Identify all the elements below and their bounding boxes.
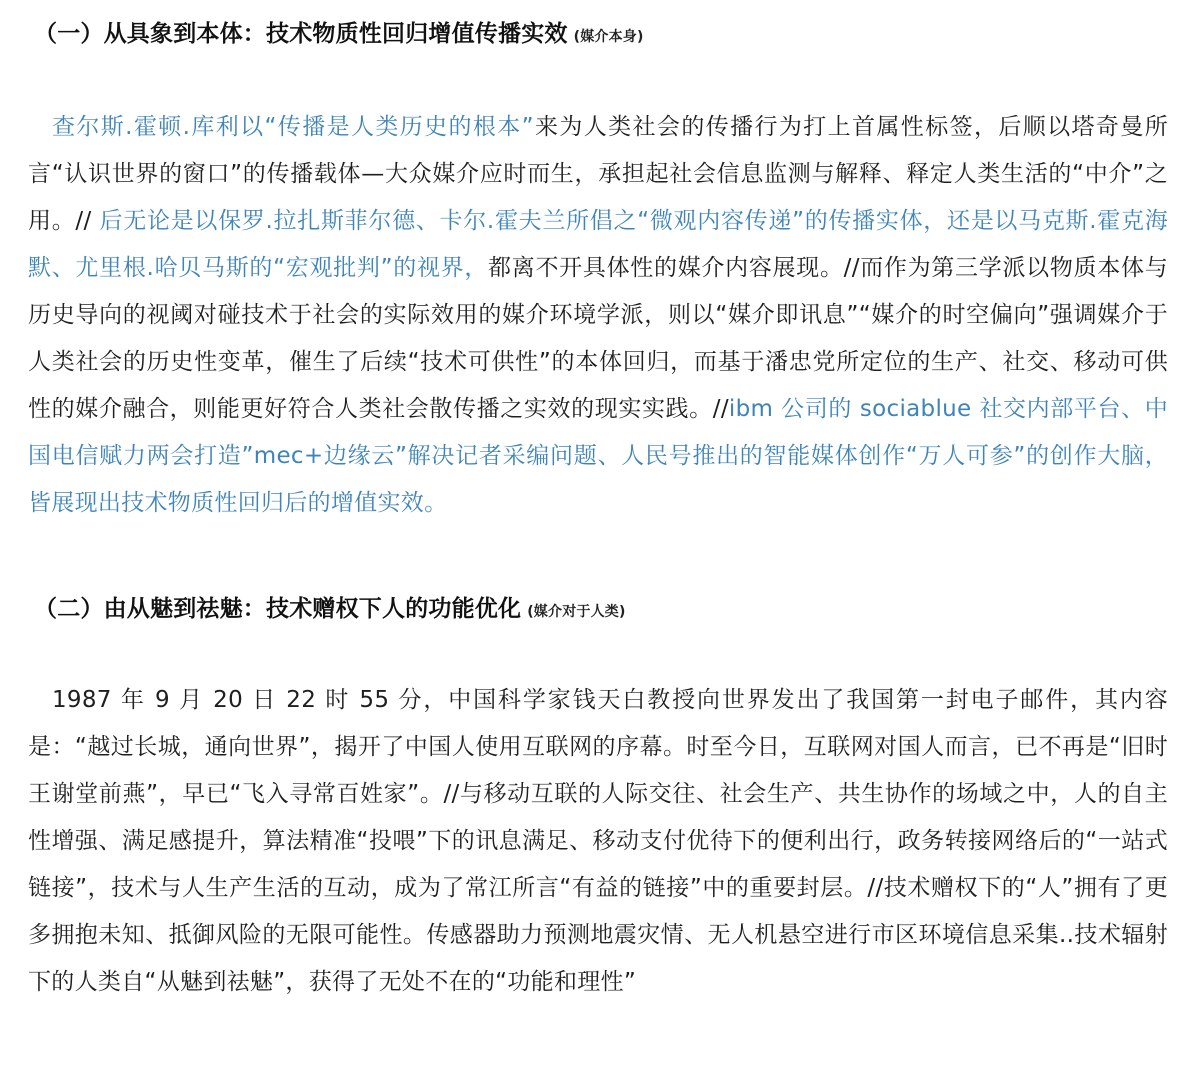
section-heading-2 — [34, 590, 626, 623]
section-heading-1 — [34, 15, 644, 48]
section-note-1: (媒介本身) — [573, 29, 644, 45]
section-paragraph-1 — [28, 104, 1168, 527]
section-title-2: （二）由从魅到祛魅：技术赠权下人的功能优化 — [34, 596, 522, 622]
paragraph-1-segment: 后无论是以保罗.拉扎斯菲尔德、卡尔.霍夫兰所倡之“微观内容传递”的传播实体，还是以马克斯.霍克海默、尤里根.哈贝马斯的“宏观批判”的视界， — [28, 208, 1168, 281]
paragraph-1-segment: 来为人类社会的传播行为打上首属性标签，后顺以塔奇曼所言“认识世界的窗口”的传播载体—大众媒介应时而生，承担起社会信息监测与解释、释定人类生活的“中介”之用。// — [28, 114, 1168, 234]
section-paragraph-2 — [28, 677, 1168, 1006]
paragraph-2-segment: 1987 年 9 月 20 日 22 时 55 分，中国科学家钱天白教授向世界发出了我国第一封电子邮件，其内容是：“越过长城，通向世界”，揭开了中国人使用互联网的序幕。时至今日，互联网对国人而言，已不再是“旧时王谢堂前燕”，早已“飞入寻常百姓家”。//与移动互联的人际交往、社会生产、共生协作的场域之中，人的自主性增强、满足感提升，算法精准“投喂”下的讯息满足、移动支付优待下的便利出行，政务转接网络后的“一站式链接”，技术与人生产生活的互动，成为了常江所言“有益的链接”中的重要封层。//技术赠权下的“人”拥有了更多拥抱未知、抵御风险的无限可能性。传感器助力预测地震灾情、无人机悬空进行市区环境信息采集..技术辐射下的人类自“从魅到祛魅”，获得了无处不在的“功能和理性” — [28, 687, 1168, 995]
section-title-1: （一）从具象到本体：技术物质性回归增值传播实效 — [34, 21, 568, 47]
paragraph-1-segment: 都离不开具体性的媒介内容展现。//而作为第三学派以物质本体与历史导向的视阈对碰技术于社会的实际效用的媒介环境学派，则以“媒介即讯息”“媒介的时空偏向”强调媒介于人类社会的历史性变革，催生了后续“技术可供性”的本体回归，而基于潘忠党所定位的生产、社交、移动可供性的媒介融合，则能更好符合人类社会散传播之实效的现实实践。// — [28, 255, 1168, 422]
section-note-2: (媒介对于人类) — [527, 604, 626, 620]
paragraph-1-segment: 查尔斯.霍顿.库利以“传播是人类历史的根本” — [52, 114, 534, 140]
paragraph-1-segment: ibm 公司的 sociablue 社交内部平台、中国电信赋力两会打造”mec+边缘云”解决记者采编问题、人民号推出的智能媒体创作“万人可参”的创作大脑，皆展现出技术物质性回归后的增值实效。 — [28, 396, 1168, 516]
